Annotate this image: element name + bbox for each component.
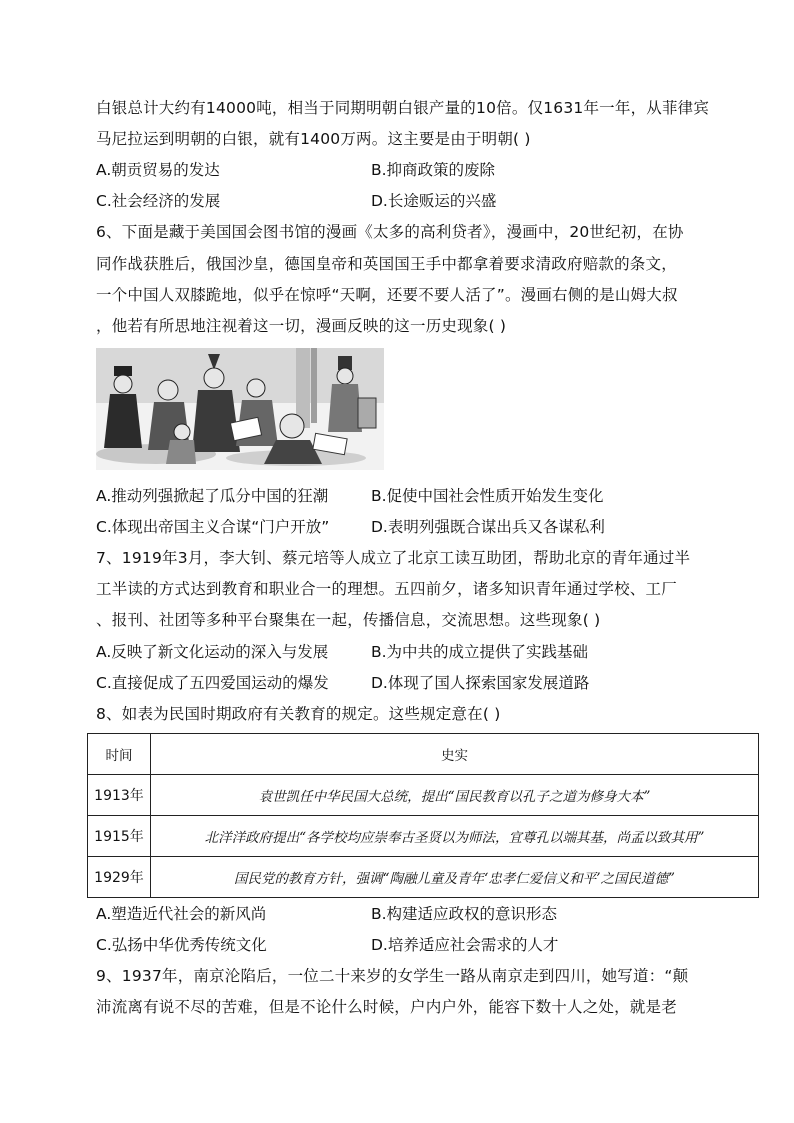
q6-line-1: 6、下面是藏于美国国会图书馆的漫画《太多的高利贷者》，漫画中，20世纪初，在协 xyxy=(96,223,684,241)
table-cell-fact: 袁世凯任中华民国大总统，提出“国民教育以孔子之道为修身大本” xyxy=(151,775,759,816)
table-cell-year: 1929年 xyxy=(88,857,151,898)
q7-line-2: 工半读的方式达到教育和职业合一的理想。五四前夕，诸多知识青年通过学校、工厂 xyxy=(96,580,677,598)
q6-line-4: ，他若有所思地注视着这一切，漫画反映的这一历史现象( ) xyxy=(96,317,507,335)
table-cell-fact: 北洋洋政府提出“各学校均应崇奉古圣贤以为师法，宜尊孔以端其基，尚孟以致其用” xyxy=(151,816,759,857)
q5-option-b[interactable]: B.抑商政策的废除 xyxy=(371,161,496,179)
q5-option-c[interactable]: C.社会经济的发展 xyxy=(96,192,221,210)
q9-line-1: 9、1937年，南京沦陷后，一位二十来岁的女学生一路从南京走到四川，她写道：“颠 xyxy=(96,967,689,985)
q6-option-c[interactable]: C.体现出帝国主义合谋“门户开放” xyxy=(96,518,330,536)
q6-line-2: 同作战获胜后，俄国沙皇，德国皇帝和英国国王手中都拿着要求清政府赔款的条文， xyxy=(96,255,677,273)
cartoon-image xyxy=(96,348,384,470)
table-cell-year: 1915年 xyxy=(88,816,151,857)
q5-line-1: 白银总计大约有14000吨，相当于同期明朝白银产量的10倍。仅1631年一年，从菲律宾 xyxy=(96,99,710,117)
q8-option-b[interactable]: B.构建适应政权的意识形态 xyxy=(371,905,558,923)
table-header-fact: 史实 xyxy=(151,734,759,775)
q6-option-d[interactable]: D.表明列强既合谋出兵又各谋私利 xyxy=(371,518,605,536)
q7-option-a[interactable]: A.反映了新文化运动的深入与发展 xyxy=(96,643,329,661)
table-cell-fact: 国民党的教育方针，强调“陶融儿童及青年‘忠孝仁爱信义和平’之国民道德” xyxy=(151,857,759,898)
q7-line-1: 7、1919年3月，李大钊、蔡元培等人成立了北京工读互助团，帮助北京的青年通过半 xyxy=(96,549,691,567)
q7-option-d[interactable]: D.体现了国人探索国家发展道路 xyxy=(371,674,590,692)
q9-line-2: 沛流离有说不尽的苦难，但是不论什么时候，户内户外，能容下数十人之处，就是老 xyxy=(96,998,677,1016)
q8-line-1: 8、如表为民国时期政府有关教育的规定。这些规定意在( ) xyxy=(96,705,501,723)
table-row xyxy=(88,816,759,857)
table-cell-year: 1913年 xyxy=(88,775,151,816)
q8-option-c[interactable]: C.弘扬中华优秀传统文化 xyxy=(96,936,267,954)
q5-line-2: 马尼拉运到明朝的白银，就有1400万两。这主要是由于明朝( ) xyxy=(96,130,531,148)
table-header-time: 时间 xyxy=(88,734,151,775)
table-row xyxy=(88,857,759,898)
q6-line-3: 一个中国人双膝跪地，似乎在惊呼“天啊，还要不要人活了”。漫画右侧的是山姆大叔 xyxy=(96,286,678,304)
q7-option-c[interactable]: C.直接促成了五四爱国运动的爆发 xyxy=(96,674,329,692)
history-table xyxy=(87,733,759,898)
q5-option-a[interactable]: A.朝贡贸易的发达 xyxy=(96,161,220,179)
table-row xyxy=(88,775,759,816)
q6-option-a[interactable]: A.推动列强掀起了瓜分中国的狂潮 xyxy=(96,487,329,505)
q5-option-d[interactable]: D.长途贩运的兴盛 xyxy=(371,192,497,210)
q7-option-b[interactable]: B.为中共的成立提供了实践基础 xyxy=(371,643,589,661)
q6-option-b[interactable]: B.促使中国社会性质开始发生变化 xyxy=(371,487,604,505)
q7-line-3: 、报刊、社团等多种平台聚集在一起，传播信息，交流思想。这些现象( ) xyxy=(96,611,601,629)
table-header-row xyxy=(88,734,759,775)
q8-option-d[interactable]: D.培养适应社会需求的人才 xyxy=(371,936,559,954)
q8-option-a[interactable]: A.塑造近代社会的新风尚 xyxy=(96,905,267,923)
